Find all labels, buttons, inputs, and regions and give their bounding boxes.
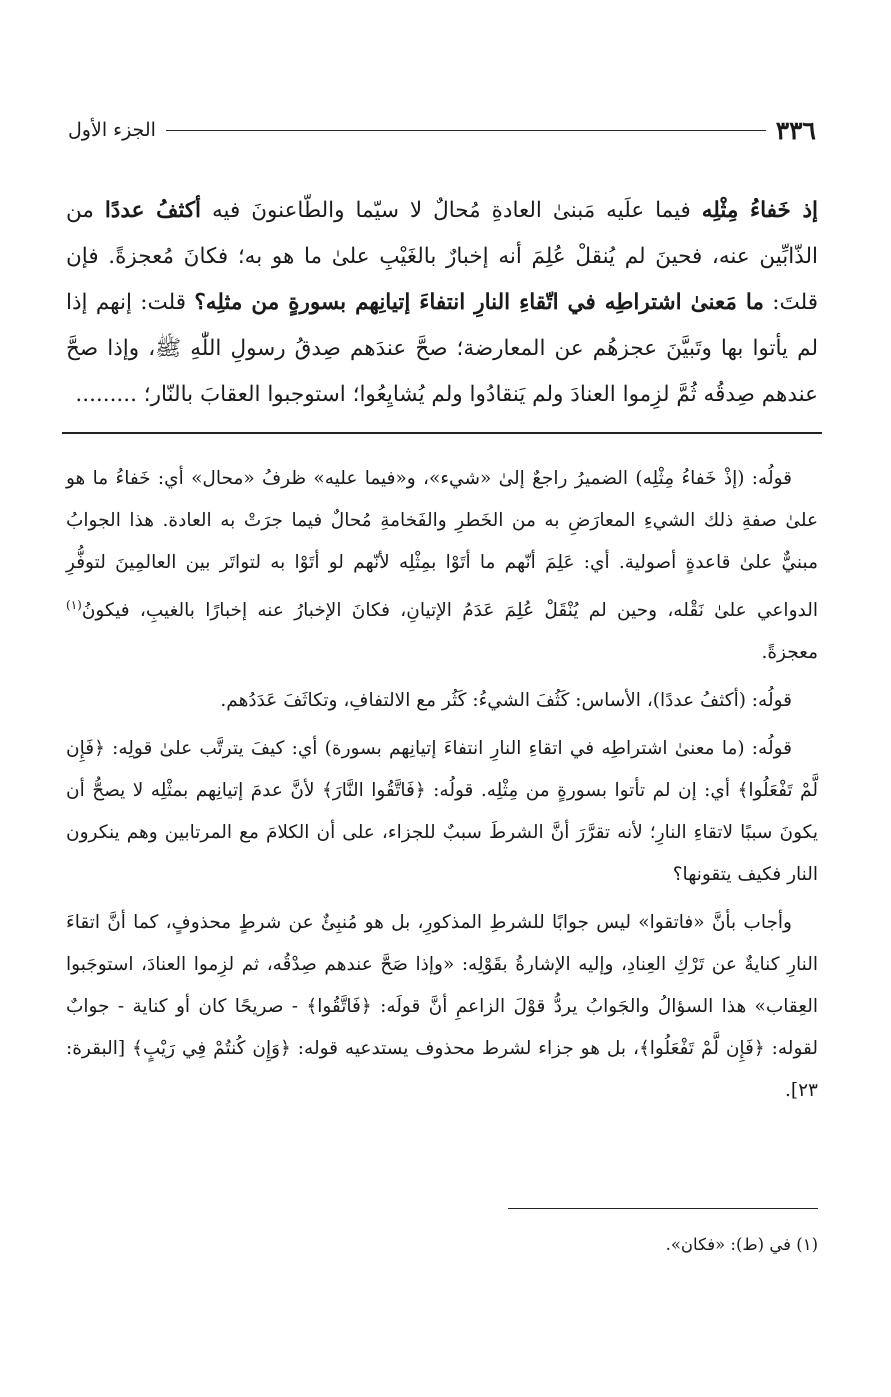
quoted-phrase: ما مَعنىٰ اشتراطِه في اتّقاءِ النارِ انتفاءَ إتيانِهم بسورةٍ من مثلِه؟: [194, 290, 764, 315]
commentary-paragraph: وأجاب بأنَّ «فاتقوا» ليس جوابًا للشرطِ المذكورِ، بل هو مُنبِئٌ عن شرطٍ محذوفٍ، كما أنَّ اتقاءَ النارِ كنايةٌ عن تَرْكِ العِنادِ، وإليه الإشارةُ بقَوْلِه: «وإذا صَحَّ عندهم صِدْقُه، ثم لزِموا العنادَ، استوجَبوا العِقاب» هذا السؤالُ والجَوابُ يردُّ قوْلَ الزاعمِ أنَّ قولَه: ﴿فَاتَّقُوا﴾ - صريحًا كان أو كناية - جوابٌ لقوله: ﴿فَإِن لَّمْ تَفْعَلُوا﴾، بل هو جزاء لشرط محذوف يستدعيه قوله: ﴿وَإِن كُنتُمْ فِي رَيْبٍ﴾ [البقرة: ٢٣].: [66, 912, 818, 1102]
footnote-divider: [508, 1208, 818, 1209]
main-paragraph: [66, 188, 818, 418]
main-divider: [62, 432, 822, 434]
header-rule: [166, 130, 766, 131]
running-title: الجزء الأول: [68, 119, 156, 141]
page-header: [68, 112, 816, 148]
main-text-segment: قلت: إنهم إذا لم يأتوا بها وتَبيَّنَ عجزهُم عن المعارضة؛ صحَّ عندَهم صِدقُ رسولِ اللّٰهِ ﷺ، وإذا صحَّ عندهم صِدقُه ثُمَّ لزِموا العنادَ ولم يَنقادُوا ولم يُشايِعُوا؛ استوجبوا العقابَ بالنّار؛ .........: [66, 290, 818, 407]
footnote-reference: (١): [66, 598, 82, 612]
main-text-segment: من الذّابِّين عنه، فحينَ لم يُنقلْ عُلِمَ أنه إخبارٌ بالغَيْبِ علىٰ ما هو به؛ فكانَ مُعجزةً. فإن قلتَ:: [66, 198, 819, 315]
quoted-phrase: إذ خَفاءُ مِثْلِه: [701, 198, 818, 223]
main-text-segment: فيما علَيه مَبنىٰ العادةِ مُحالٌ لا سيّما والطّاعنونَ فيه: [201, 198, 702, 223]
commentary-paragraph: [66, 458, 818, 674]
commentary-text: قولُه: (إذْ خَفاءُ مِثْلِه) الضميرُ راجعٌ إلىٰ «شيء»، و«فيما عليه» ظرفُ «محال» أي: خَفاءُ ما هو علىٰ صفةِ ذلك الشيءِ المعارَضِ به من الخَطرِ والفَخامةِ مُحالٌ فيما جرَتْ به العادة. هذا الجوابُ مبنيٌّ علىٰ قاعدةٍ أصولية. أي: عَلِمَ أنّهم ما أتَوْا بمِثْلِه لأنّهم لو أتَوْا به لتواتَر بين العالمِينَ لتوفُّرِ الدواعي علىٰ نَقْله، وحين لم يُنْقَلْ عُلِمَ عَدَمُ الإتيانِ، فكانَ الإخبارُ عنه إخبارًا بالغيبِ، فيكونُ: [66, 468, 818, 622]
commentary-paragraph: قولُه: (أكثفُ عددًا)، الأساس: كَثُفَ الشيءُ: كَثُر مع الالتفافِ، وتكاثَفَ عَدَدُهم.: [220, 690, 792, 712]
page-number: ٣٣٦: [775, 115, 816, 145]
commentary: [66, 458, 818, 1112]
quoted-phrase: أكثفُ عددًا: [104, 198, 202, 223]
commentary-paragraph: قولُه: (ما معنىٰ اشتراطِه في اتقاءِ النارِ انتفاءَ إتيانِهم بسورة) أي: كيفَ يترتَّب علىٰ قولِه: ﴿فَإِن لَّمْ تَفْعَلُوا﴾ أي: إن لم تأتوا بسورةٍ من مِثْلِه. قولُه: ﴿فَاتَّقُوا النَّارَ﴾ لأنَّ عدمَ إتيانِهم بمثْلِه لا يصحُّ أن يكونَ سببًا لاتقاءِ النارِ؛ لأنه تقرَّرَ أنَّ الشرطَ سببٌ للجزاء، على أن الكلامَ مع المرتابين وهم ينكرون النار فكيف يتقونها؟: [66, 738, 818, 886]
commentary-text: معجزةً.: [761, 642, 818, 664]
main-text: [66, 188, 818, 418]
footnote: (١) في (ط): «فكان».: [665, 1235, 818, 1254]
